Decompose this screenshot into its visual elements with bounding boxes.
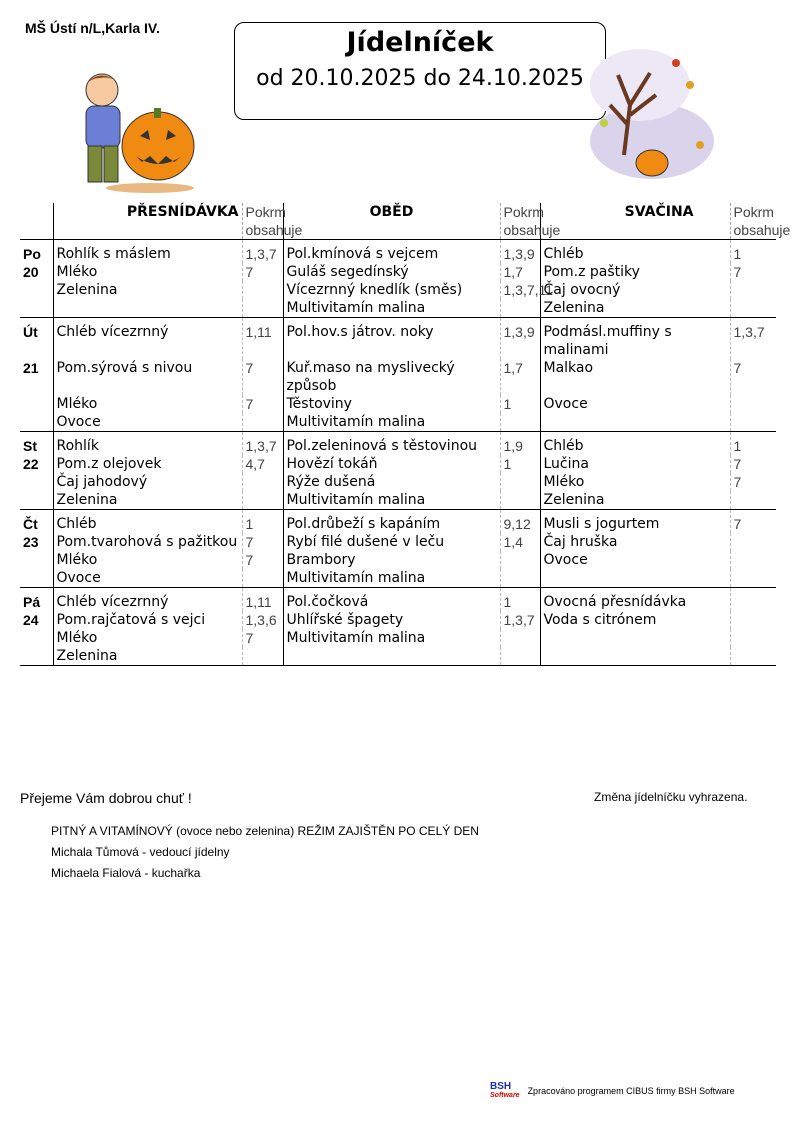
menu-row [20,629,776,647]
drinking-regime-note: PITNÝ A VITAMÍNOVÝ (ovoce nebo zelenina) REŽIM ZAJIŠTĚN PO CELÝ DEN [51,824,479,838]
lunch-item: Multivitamín malina [283,299,500,318]
menu-row [20,491,776,510]
snack1-allergens [242,569,283,588]
snack2-item: Musli s jogurtem [540,510,730,534]
menu-row [20,510,776,534]
snack2-allergens: 7 [730,359,776,395]
day-name: St [20,432,53,456]
snack1-allergens: 7 [242,263,283,281]
day-block-čt [20,510,776,588]
day-cell [20,395,53,413]
menu-change-disclaimer: Změna jídelníčku vyhrazena. [594,790,748,804]
snack1-item: Zelenina [53,491,242,510]
snack2-allergens [730,629,776,647]
canteen-manager: Michala Tůmová - vedoucí jídelny [51,845,230,859]
snack1-allergens [242,491,283,510]
day-cell [20,299,53,318]
snack1-item: Mléko [53,263,242,281]
day-cell [20,281,53,299]
snack2-allergens: 7 [730,455,776,473]
snack2-item: Ovocná přesnídávka [540,588,730,612]
allergen-header: Pokrm obsahuje [242,203,283,240]
day-cell [20,569,53,588]
menu-row [20,551,776,569]
snack2-allergens [730,551,776,569]
lunch-allergens [500,413,540,432]
day-cell [20,647,53,666]
lunch-item: Kuř.maso na myslivecký způsob [283,359,500,395]
lunch-allergens: 1,3,9 [500,318,540,360]
lunch-item: Multivitamín malina [283,629,500,647]
autumn-tree-clipart [580,45,720,185]
snack2-item: Čaj ovocný [540,281,730,299]
title-box [234,22,606,120]
lunch-item: Rýže dušená [283,473,500,491]
snack1-item: Chléb vícezrnný [53,588,242,612]
snack1-allergens [242,473,283,491]
lunch-item: Pol.hov.s játrov. noky [283,318,500,360]
lunch-allergens: 1,4 [500,533,540,551]
snack1-item: Ovoce [53,569,242,588]
snack1-item: Chléb vícezrnný [53,318,242,360]
snack1-item: Mléko [53,629,242,647]
lunch-item: Pol.drůbeží s kapáním [283,510,500,534]
snack1-item [53,299,242,318]
menu-row [20,395,776,413]
day-cell [20,491,53,510]
menu-table [20,203,791,666]
menu-row [20,263,776,281]
menu-row [20,473,776,491]
day-block-po [20,240,776,318]
lunch-allergens: 9,12 [500,510,540,534]
column-header-snack2: SVAČINA [540,203,730,240]
menu-row [20,359,776,395]
lunch-allergens: 1,7 [500,263,540,281]
lunch-item: Rybí filé dušené v leču [283,533,500,551]
day-cell [20,551,53,569]
menu-row [20,413,776,432]
snack1-item: Čaj jahodový [53,473,242,491]
lunch-item: Uhlířské špagety [283,611,500,629]
snack2-item: Ovoce [540,395,730,413]
lunch-item: Multivitamín malina [283,413,500,432]
snack1-allergens [242,413,283,432]
snack2-allergens [730,491,776,510]
day-block-st [20,432,776,510]
day-name: Po [20,240,53,264]
snack2-item: Chléb [540,432,730,456]
day-name: Pá [20,588,53,612]
school-name: MŠ Ústí n/L,Karla IV. [25,20,160,36]
lunch-item [283,647,500,666]
snack2-item: Lučina [540,455,730,473]
snack2-allergens [730,533,776,551]
snack1-item: Zelenina [53,647,242,666]
page-title: Jídelníček [346,27,494,58]
column-header-lunch: OBĚD [283,203,500,240]
snack2-allergens [730,647,776,666]
snack1-item: Rohlík s máslem [53,240,242,264]
day-date: 20 [23,264,39,280]
lunch-allergens [500,569,540,588]
menu-row [20,455,776,473]
lunch-allergens [500,299,540,318]
greeting: Přejeme Vám dobrou chuť ! [20,790,192,806]
menu-row [20,533,776,551]
snack2-item: Malkao [540,359,730,395]
day-block-pá [20,588,776,666]
lunch-allergens [500,491,540,510]
snack1-allergens: 7 [242,359,283,395]
menu-row [20,432,776,456]
snack2-item: Ovoce [540,551,730,569]
snack2-allergens [730,281,776,299]
lunch-item: Pol.kmínová s vejcem [283,240,500,264]
menu-row [20,281,776,299]
boy-with-pumpkin-clipart [70,68,200,196]
lunch-allergens: 1,3,7,11 [500,281,540,299]
snack2-item: Zelenina [540,299,730,318]
snack1-allergens [242,281,283,299]
lunch-item: Guláš segedínský [283,263,500,281]
snack1-allergens: 1 [242,510,283,534]
menu-row [20,611,776,629]
snack1-item: Pom.tvarohová s pažitkou [53,533,242,551]
snack2-item [540,569,730,588]
cook: Michaela Fialová - kuchařka [51,866,201,880]
menu-row [20,569,776,588]
menu-row [20,299,776,318]
snack1-item: Pom.sýrová s nivou [53,359,242,395]
snack2-allergens: 7 [730,473,776,491]
snack2-allergens: 7 [730,510,776,534]
snack2-allergens [730,299,776,318]
column-header-snack1: PŘESNÍDÁVKA [53,203,242,240]
lunch-allergens [500,647,540,666]
snack1-item: Mléko [53,551,242,569]
day-name: Út [20,318,53,360]
lunch-allergens: 1 [500,588,540,612]
menu-row [20,318,776,360]
lunch-allergens: 1,9 [500,432,540,456]
lunch-allergens: 1,3,9 [500,240,540,264]
lunch-allergens [500,551,540,569]
snack1-allergens: 7 [242,395,283,413]
lunch-item: Brambory [283,551,500,569]
snack1-allergens: 7 [242,533,283,551]
snack1-allergens: 1,3,7 [242,432,283,456]
notes [51,821,479,884]
snack2-allergens [730,413,776,432]
day-date: 23 [23,534,39,550]
day-date: 22 [23,456,39,472]
snack2-allergens [730,611,776,629]
snack1-allergens: 7 [242,551,283,569]
snack2-allergens: 1 [730,240,776,264]
lunch-allergens: 1 [500,395,540,413]
snack1-allergens: 7 [242,629,283,647]
snack1-item: Zelenina [53,281,242,299]
lunch-item: Pol.zeleninová s těstovinou [283,432,500,456]
lunch-item: Multivitamín malina [283,491,500,510]
day-date: 24 [23,612,39,628]
snack2-item: Zelenina [540,491,730,510]
lunch-allergens [500,473,540,491]
snack1-item: Mléko [53,395,242,413]
software-credit-text: Zpracováno programem CIBUS firmy BSH Software [527,1086,735,1096]
snack1-allergens: 4,7 [242,455,283,473]
snack2-item [540,647,730,666]
snack1-allergens: 1,3,7 [242,240,283,264]
lunch-item: Těstoviny [283,395,500,413]
lunch-allergens: 1,3,7 [500,611,540,629]
menu-row [20,588,776,612]
bsh-logo: BSH Software [490,1081,520,1099]
lunch-allergens: 1,7 [500,359,540,395]
snack2-allergens [730,569,776,588]
snack1-item: Ovoce [53,413,242,432]
snack2-item: Voda s citrónem [540,611,730,629]
lunch-allergens [500,629,540,647]
day-cell [20,413,53,432]
lunch-item: Hovězí tokáň [283,455,500,473]
menu-row [20,240,776,264]
snack2-allergens [730,588,776,612]
snack2-item: Čaj hruška [540,533,730,551]
snack1-item: Chléb [53,510,242,534]
snack1-item: Pom.rajčatová s vejci [53,611,242,629]
snack2-item: Podmásl.muffiny s malinami [540,318,730,360]
snack1-allergens: 1,3,6 [242,611,283,629]
snack2-allergens: 1,3,7 [730,318,776,360]
snack2-item: Chléb [540,240,730,264]
snack2-allergens: 7 [730,263,776,281]
menu-row [20,647,776,666]
snack1-allergens: 1,11 [242,588,283,612]
snack2-allergens [730,395,776,413]
snack1-allergens: 1,11 [242,318,283,360]
snack2-allergens: 1 [730,432,776,456]
day-cell [20,473,53,491]
software-credit [490,1082,735,1100]
snack2-item: Pom.z paštiky [540,263,730,281]
allergen-header: Pokrm obsahuje [500,203,540,240]
allergen-header: Pokrm obsahuje [730,203,776,240]
lunch-allergens: 1 [500,455,540,473]
lunch-item: Vícezrnný knedlík (směs) [283,281,500,299]
snack1-allergens [242,299,283,318]
snack1-allergens [242,647,283,666]
snack1-item: Rohlík [53,432,242,456]
lunch-item: Multivitamín malina [283,569,500,588]
day-block-út [20,318,776,432]
day-cell [20,629,53,647]
day-header [20,203,53,240]
snack2-item: Mléko [540,473,730,491]
header-row [20,203,776,240]
snack1-item: Pom.z olejovek [53,455,242,473]
date-range: od 20.10.2025 do 24.10.2025 [256,66,584,91]
snack2-item [540,629,730,647]
day-name: Čt [20,510,53,534]
day-date: 21 [23,360,39,376]
lunch-item: Pol.čočková [283,588,500,612]
snack2-item [540,413,730,432]
